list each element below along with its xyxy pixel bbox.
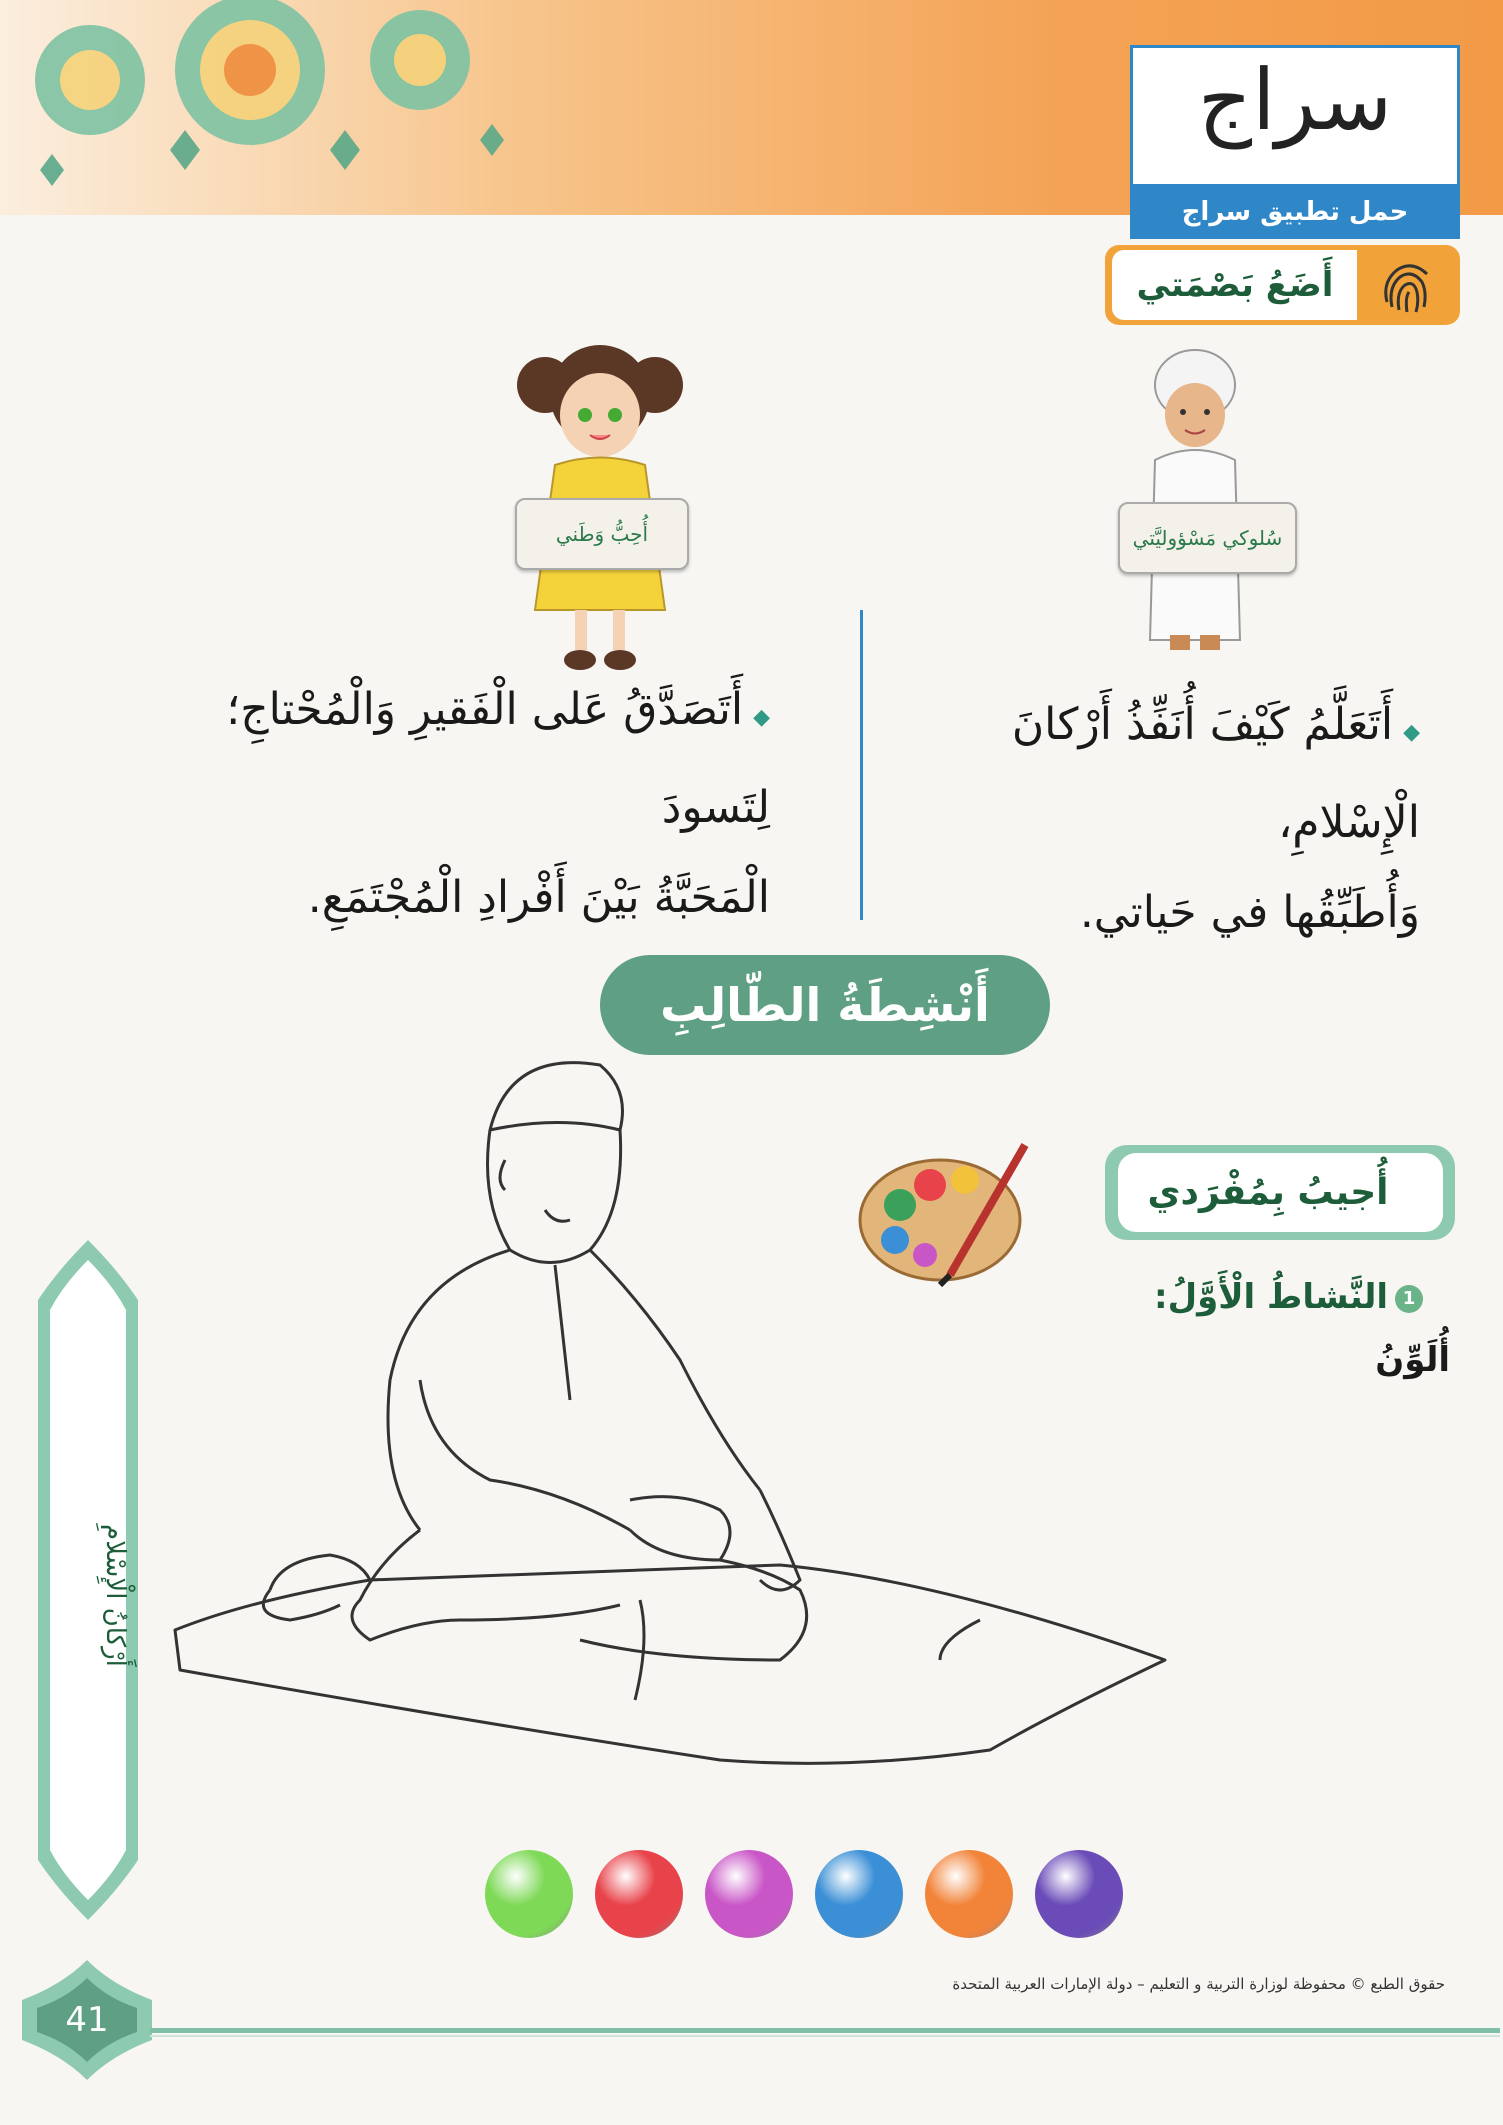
right-paragraph-line2: وَأُطَبِّقُها في حَياتي. xyxy=(1079,887,1420,938)
footer-rule-thin xyxy=(150,2035,1500,2037)
color-ball[interactable] xyxy=(485,1850,573,1938)
siraj-app-label: حمل تطبيق سراج xyxy=(1181,197,1409,227)
siraj-logo[interactable] xyxy=(1130,45,1460,187)
solo-tab-label: أُجيبُ بِمُفْرَدي xyxy=(1147,1172,1389,1213)
bullet-icon: ◆ xyxy=(753,705,770,730)
color-ball[interactable] xyxy=(595,1850,683,1938)
color-ball[interactable] xyxy=(815,1850,903,1938)
siraj-logo-title: سراج xyxy=(1197,51,1393,149)
activity-number-badge: 1 xyxy=(1395,1285,1423,1313)
column-divider xyxy=(860,610,863,920)
activity-title: النَّشاطُ الْأَوَّلُ: xyxy=(1153,1277,1388,1317)
islamic-ornament xyxy=(0,0,560,210)
copyright-footer: حقوق الطبع © محفوظة لوزارة التربية و التعليم – دولة الإمارات العربية المتحدة xyxy=(952,1975,1445,1993)
footer-rule xyxy=(150,2028,1500,2033)
color-ball[interactable] xyxy=(1035,1850,1123,1938)
fingerprint-label: أَضَعُ بَصْمَتي xyxy=(1136,265,1334,305)
right-paragraph xyxy=(880,680,1420,958)
boy-illustration xyxy=(1100,340,1290,660)
girl-sign: أُحِبُّ وَطَني xyxy=(515,498,689,570)
left-paragraph-line1: أَتَصَدَّقُ عَلى الْفَقيرِ وَالْمُحْتاجِ؛ لِتَسودَ xyxy=(226,684,770,833)
right-paragraph-line1: أَتَعَلَّمُ كَيْفَ أُنَفِّذُ أَرْكانَ الْإِسْلامِ، xyxy=(1011,699,1420,848)
left-paragraph xyxy=(225,665,770,943)
activity-instruction: أُلَوِّنُ xyxy=(1375,1340,1450,1380)
page-number: 41 xyxy=(65,2000,109,2040)
siraj-app-banner[interactable] xyxy=(1130,185,1460,239)
color-ball[interactable] xyxy=(705,1850,793,1938)
praying-man-coloring-image[interactable] xyxy=(160,1060,1220,1820)
bullet-icon: ◆ xyxy=(1403,720,1420,745)
boy-sign: سُلوكي مَسْؤوليَّتي xyxy=(1118,502,1297,574)
fingerprint-icon xyxy=(1372,252,1442,318)
unit-side-label: أَرْكانُ الْإِسْلامِ xyxy=(100,1523,130,1667)
color-ball[interactable] xyxy=(925,1850,1013,1938)
activities-title: أَنْشِطَةُ الطّالِبِ xyxy=(660,978,990,1032)
left-paragraph-line2: الْمَحَبَّةُ بَيْنَ أَفْرادِ الْمُجْتَمَعِ. xyxy=(307,872,770,923)
